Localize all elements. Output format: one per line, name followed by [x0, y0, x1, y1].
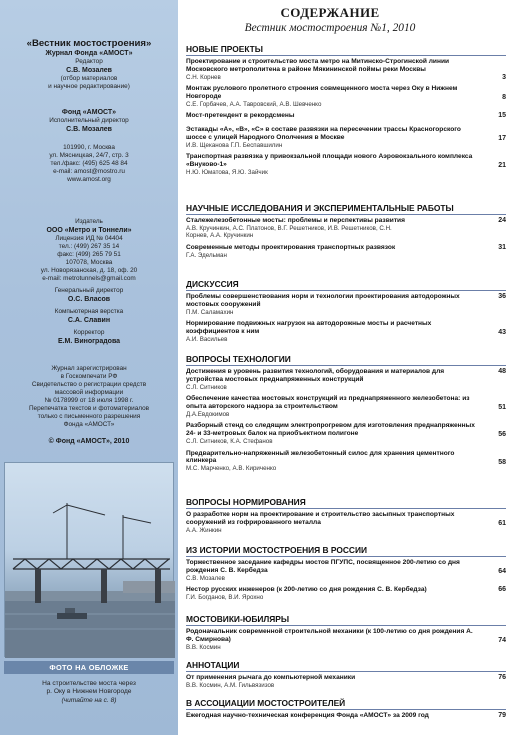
- cover-caption-line: На строительстве моста через: [42, 680, 136, 687]
- article-authors: В.В. Космин, А.М. Гильвязизов: [186, 681, 275, 689]
- journal-subtitle: Журнал Фонда «АМОСТ»: [45, 50, 133, 57]
- article-authors: С.Е. Горбачев, А.А. Тавровский, А.В. Шевченко: [186, 100, 322, 108]
- article-page: 74: [498, 637, 506, 644]
- reprint-line: Фонда «АМОСТ»: [63, 421, 115, 428]
- article-page: 56: [498, 431, 506, 439]
- toc-section: [186, 279, 506, 347]
- section-divider: [186, 290, 506, 291]
- article-page: 51: [498, 404, 506, 412]
- toc-section: [186, 614, 506, 655]
- editor-role: Редактор: [75, 58, 103, 65]
- cover-caption-line: р. Оку в Нижнем Новгороде: [46, 688, 132, 696]
- layout-name: С.А. Славин: [67, 317, 111, 324]
- article-page: 17: [498, 135, 506, 143]
- fond-info: [0, 108, 178, 184]
- toc-entry[interactable]: [186, 511, 506, 534]
- article-title: Современные методы проектирования транспортных развязок: [186, 243, 396, 251]
- section-divider: [186, 671, 506, 672]
- editor-note: (отбор материалов: [60, 75, 118, 82]
- article-title: Достижения в уровень развития технологий, оборудования и материалов для устройства мостовых преднапряженных конструкций: [186, 368, 445, 383]
- editor-name: С.В. Мозалев: [66, 67, 112, 74]
- article-authors: А.В. Кручинкин, А.С. Платонов, В.Г. Решетников, И.В. Решетников, С.Н. Корнев, А.А. Кручинкин: [186, 224, 392, 240]
- article-authors: В.В. Космин: [186, 643, 221, 651]
- section-divider: [186, 625, 506, 626]
- reprint-line: только с письменного разрешения: [37, 413, 141, 420]
- publisher-fax: факс: (499) 265 79 51: [57, 251, 121, 258]
- article-authors: М.С. Марченко, А.В. Кириченко: [186, 465, 277, 473]
- general-director-name: О.С. Власов: [67, 296, 111, 303]
- publisher-info: [0, 218, 178, 346]
- toc-entry[interactable]: [186, 422, 506, 445]
- reprint-line: Перепечатка текстов и фотоматериалов: [28, 405, 150, 412]
- article-title: Родоначальник современной строительной механики (к 100-летию со дня рождения А. Ф. Смирнова): [186, 628, 473, 643]
- article-authors: И.В. Щеканова Г.П. Беспавшилин: [186, 141, 283, 149]
- publisher-phone: тел.: (499) 267 35 14: [58, 243, 120, 250]
- toc-title: СОДЕРЖАНИЕ: [280, 5, 380, 20]
- publisher-zip: 107078, Москва: [65, 259, 113, 266]
- exec-role: Исполнительный директор: [49, 117, 129, 124]
- toc-entry[interactable]: [186, 450, 506, 473]
- section-heading: МОСТОВИКИ-ЮБИЛЯРЫ: [186, 614, 290, 624]
- toc-entry[interactable]: [186, 586, 506, 601]
- section-divider: [186, 214, 506, 215]
- fond-email: e-mail: amost@mostro.ru: [53, 168, 125, 175]
- toc-entry[interactable]: [186, 244, 506, 259]
- article-title: Разборный стенд со следящим электропрогревом для изготовления преднапряженных 24- и 33-метровых балок на приобъектном полигоне: [186, 422, 475, 438]
- section-divider: [186, 508, 506, 509]
- toc-entry[interactable]: [186, 559, 506, 582]
- toc-section: [186, 497, 506, 538]
- fond-address: 101990, г. Москва: [63, 144, 115, 151]
- section-heading: ВОПРОСЫ НОРМИРОВАНИЯ: [186, 497, 306, 507]
- article-authors: А.И. Васильев: [186, 335, 228, 343]
- article-title: Эстакады «А», «В», «С» в составе развязки на пересечении трассы Красногорского шоссе с улицей Народного Ополчения в Москве: [186, 126, 461, 141]
- toc-entry[interactable]: [186, 674, 506, 689]
- section-heading: ИЗ ИСТОРИИ МОСТОСТРОЕНИЯ В РОССИИ: [186, 545, 368, 555]
- section-heading: В АССОЦИАЦИИ МОСТОСТРОИТЕЛЕЙ: [186, 698, 346, 708]
- general-director-role: Генеральный директор: [54, 287, 124, 294]
- article-authors: С.В. Мозалев: [186, 574, 225, 582]
- section-heading: ДИСКУССИЯ: [186, 279, 239, 289]
- toc-section: [186, 354, 506, 477]
- article-page: 36: [498, 293, 506, 300]
- registration-line: в Госкомпечати РФ: [60, 373, 118, 380]
- toc-entry[interactable]: [186, 628, 506, 651]
- toc-entry[interactable]: [186, 153, 506, 176]
- editor-note: и научное редактирование): [48, 83, 130, 90]
- registration-info: [0, 365, 178, 429]
- corrector-name: Е.М. Виноградова: [57, 338, 121, 345]
- fond-title: Фонд «АМОСТ»: [61, 109, 117, 116]
- toc-section: [186, 698, 506, 724]
- section-divider: [186, 709, 506, 710]
- publisher-role: Издатель: [75, 218, 103, 225]
- article-authors: С.Л. Ситников, К.А. Стефанов: [186, 437, 273, 445]
- toc-section: [186, 203, 506, 263]
- toc-entry[interactable]: [186, 126, 506, 149]
- toc-section: [186, 44, 506, 181]
- section-divider: [186, 55, 506, 56]
- registration-line: Журнал зарегистрирован: [51, 365, 127, 372]
- article-title: О разработке норм на проектирование и строительство засыпных транспортных сооружений из гофрированного металла: [186, 511, 455, 526]
- toc-section: [186, 660, 506, 693]
- article-title: Монтаж руслового пролетного строения совмещенного моста через Оку в Нижнем Новгороде: [186, 85, 458, 100]
- article-title: Предварительно-напряженный железобетонный силос для хранения цементного клинкера: [186, 449, 455, 465]
- article-page: 79: [498, 712, 506, 719]
- article-page: 21: [498, 162, 506, 170]
- toc-entry[interactable]: [186, 217, 506, 240]
- fond-website: www.amost.org: [67, 176, 111, 183]
- article-title: Мост-претендент в рекордсмены: [186, 112, 295, 120]
- toc-section: [186, 545, 506, 606]
- article-title: Транспортная развязка у привокзальной площади нового Аэровокзального комплекса «Внуково-1»: [186, 153, 473, 169]
- article-page: 15: [498, 112, 506, 120]
- article-page: 24: [498, 217, 506, 224]
- article-title: Нормирование подвижных нагрузок на автодорожные мосты и расчетных коэффициентов к ним: [186, 320, 432, 335]
- bridge-photo-illustration: [5, 463, 175, 658]
- registration-line: Свидетельство о регистрации средств: [31, 381, 147, 388]
- publisher-email: e-mail: metrotunnels@gmail.com: [42, 275, 136, 282]
- section-heading: НОВЫЕ ПРОЕКТЫ: [186, 44, 263, 54]
- copyright: © Фонд «АМОСТ», 2010: [48, 438, 130, 445]
- section-heading: ВОПРОСЫ ТЕХНОЛОГИИ: [186, 354, 291, 364]
- article-page: 61: [498, 520, 506, 527]
- article-authors: Г.И. Богданов, В.И. Ярохно: [186, 593, 264, 601]
- article-title: Проектирование и строительство моста метро на Митинско-Строгинской линии Московского метрополитена в районе Мякининской поймы реки Москвы: [186, 58, 450, 73]
- toc-entry[interactable]: [186, 293, 506, 316]
- article-title: Сталежелезобетонные мосты: проблемы и перспективы развития: [186, 217, 405, 224]
- article-page: 66: [498, 586, 506, 594]
- section-heading: НАУЧНЫЕ ИССЛЕДОВАНИЯ И ЭКСПЕРИМЕНТАЛЬНЫЕ РАБОТЫ: [186, 203, 454, 213]
- toc-entry[interactable]: [186, 58, 506, 81]
- article-title: Обеспечение качества мостовых конструкций из преднапряженного железобетона: из опыта авторского надзора за строительством: [186, 395, 470, 410]
- corrector-role: Корректор: [73, 329, 105, 336]
- journal-info: [0, 38, 178, 91]
- registration-line: массовой информации: [54, 389, 124, 396]
- masthead-sidebar: [0, 0, 178, 735]
- toc-entry[interactable]: [186, 112, 506, 120]
- toc-subtitle: Вестник мостостроения №1, 2010: [244, 22, 416, 34]
- article-authors: Г.А. Эдельман: [186, 251, 227, 259]
- article-authors: П.М. Саламахин: [186, 308, 234, 316]
- journal-title: «Вестник мостостроения»: [26, 38, 152, 49]
- article-authors: Д.А.Евдокимов: [186, 410, 230, 418]
- article-authors: С.Н. Корнев: [186, 73, 221, 81]
- section-divider: [186, 365, 506, 366]
- toc-entry[interactable]: [186, 85, 506, 108]
- article-page: 58: [498, 458, 506, 466]
- article-page: 43: [498, 329, 506, 337]
- article-title: Торжественное заседание кафедры мостов ПГУПС, посвященное 200-летию со дня рождения С. В. Кербедза: [186, 559, 460, 574]
- article-page: 31: [498, 243, 506, 251]
- article-page: 3: [502, 74, 506, 81]
- article-title: Проблемы совершенствования норм и технологии проектирования автодорожных мостовых сооружений: [186, 293, 460, 308]
- toc-entry[interactable]: [186, 368, 506, 391]
- article-title: От применения рычага до компьютерной механики: [186, 674, 356, 681]
- cover-caption-title: ФОТО НА ОБЛОЖКЕ: [4, 661, 174, 674]
- cover-caption: [0, 680, 178, 705]
- registration-line: № 0178999 от 18 июля 1998 г.: [44, 397, 134, 404]
- exec-name: С.В. Мозалев: [66, 126, 112, 133]
- article-page: 48: [498, 368, 506, 375]
- article-page: 64: [498, 568, 506, 575]
- section-heading: АННОТАЦИИ: [186, 660, 240, 670]
- article-authors: А.А. Жинкин: [186, 526, 222, 534]
- fond-phone: тел./факс: (495) 625 48 84: [50, 160, 128, 167]
- article-title: Ежегодная научно-техническая конференция Фонда «АМОСТ» за 2009 год: [186, 712, 429, 719]
- article-title: Нестор русских инженеров (к 200-летию со дня рождения С. В. Кербедза): [186, 586, 427, 594]
- article-authors: С.Л. Ситников: [186, 383, 227, 391]
- toc-entry[interactable]: [186, 395, 506, 418]
- section-divider: [186, 556, 506, 557]
- cover-photo: [4, 462, 174, 657]
- article-page: 76: [498, 674, 506, 681]
- toc-entry[interactable]: [186, 712, 506, 720]
- publisher-name: ООО «Метро и Тоннели»: [46, 227, 132, 234]
- article-authors: Н.Ю. Юматова, Я.Ю. Зайчик: [186, 168, 268, 176]
- publisher-license: Лицензия ИД № 04404: [55, 235, 123, 242]
- cover-caption-line: (читайте на с. 8): [61, 696, 117, 704]
- publisher-address: ул. Новорязанская, д. 18, оф. 20: [40, 267, 138, 274]
- article-page: 8: [502, 94, 506, 102]
- toc-entry[interactable]: [186, 320, 506, 343]
- fond-address: ул. Мясницкая, 24/7, стр. 3: [49, 152, 129, 159]
- layout-role: Компьютерная верстка: [54, 308, 124, 315]
